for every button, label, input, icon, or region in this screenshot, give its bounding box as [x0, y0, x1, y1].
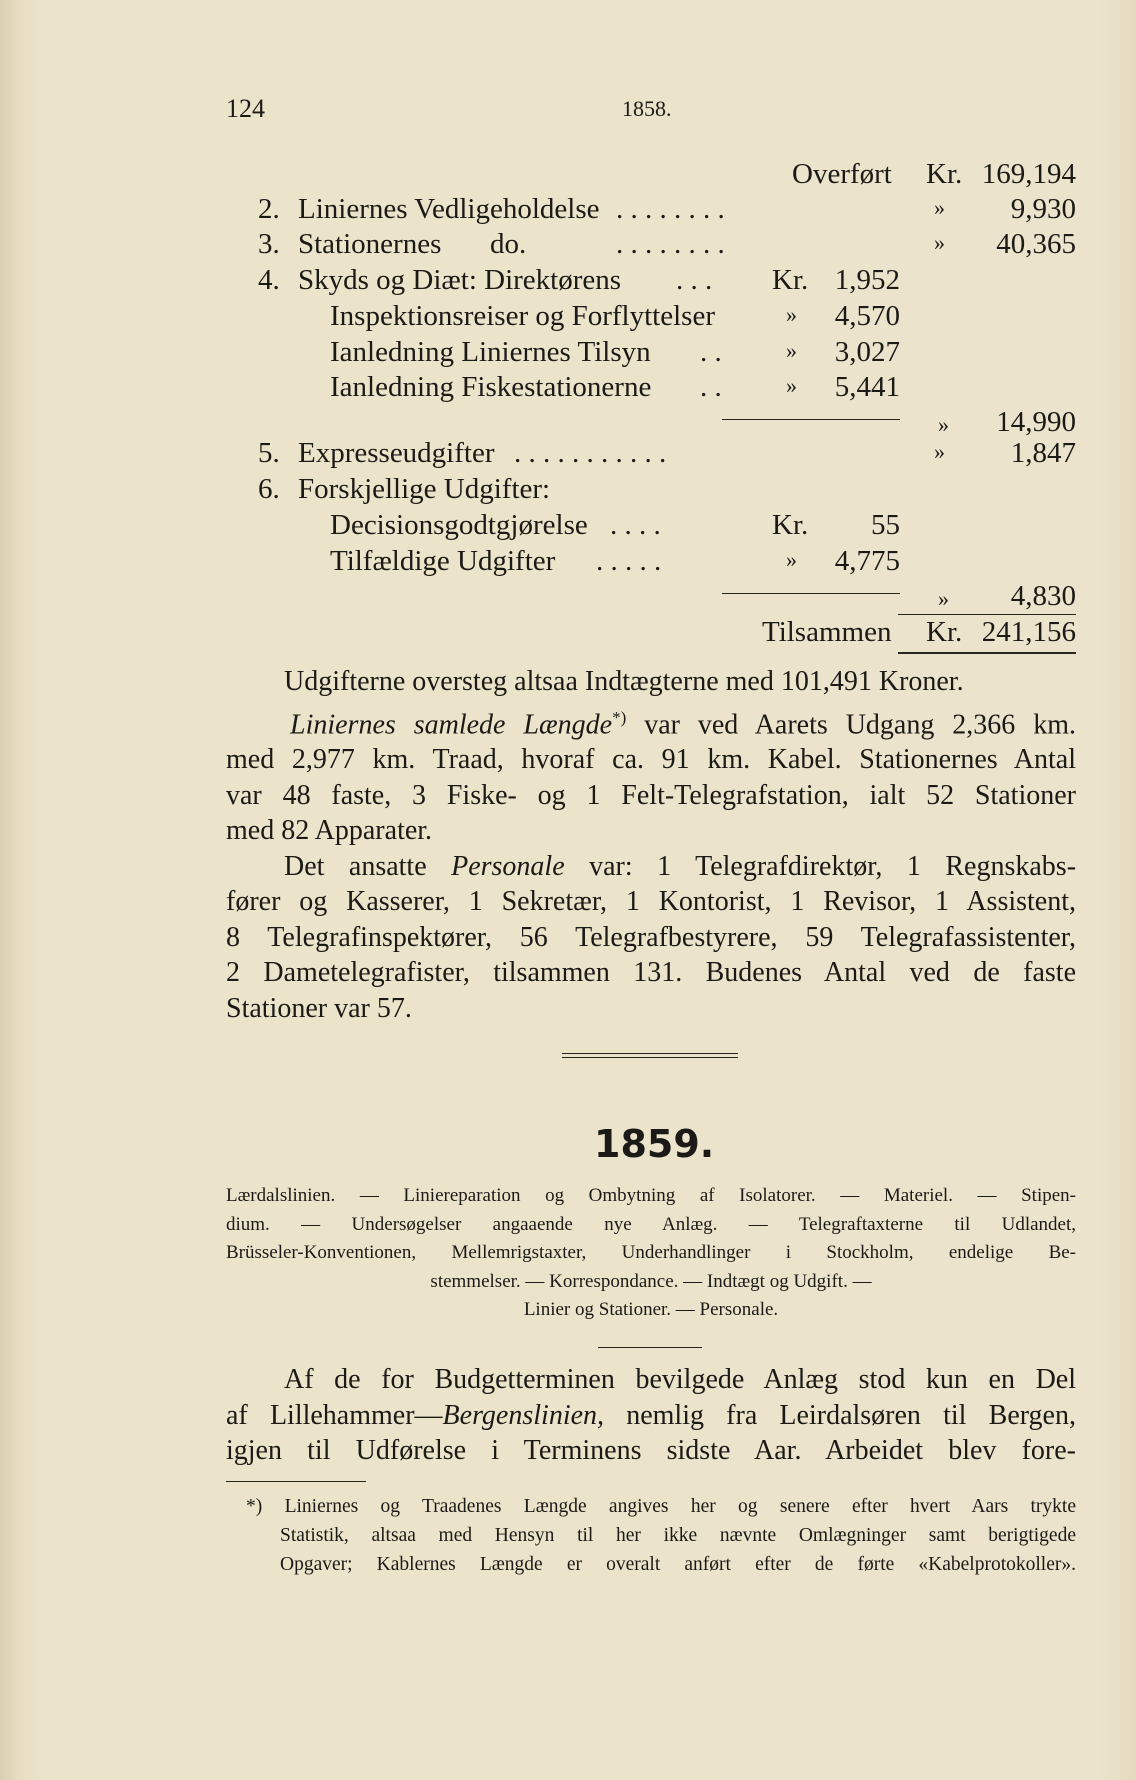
text-span: 8 Telegrafinspektører, 56 Telegrafbestyrere, 59 Telegrafassistenter,: [226, 921, 1076, 953]
item-label: Skyds og Diæt: Direktørens: [298, 264, 622, 296]
footnote-line: [246, 1550, 1076, 1579]
paragraph-line: [226, 813, 1076, 849]
paragraph-line: [226, 955, 1076, 991]
item-number: 3.: [258, 228, 280, 260]
italic-text: Liniernes samlede Længde: [290, 708, 613, 740]
footnote-line: [246, 1521, 1076, 1550]
section-divider-bottom: [562, 1057, 738, 1058]
paragraph-line: [226, 700, 1076, 743]
sub-currency: Kr.: [772, 264, 809, 296]
summary-line: Linier og Stationer. — Personale.: [523, 1299, 779, 1320]
running-year: 1858.: [622, 96, 672, 121]
text-span: 2 Dametelegrafister, tilsammen 131. Budenes Antal ved de faste: [226, 957, 1076, 989]
sub-amount: 5,441: [834, 371, 900, 403]
paragraph-line: [226, 1433, 1076, 1469]
leader-dots: . . . . . . . . . . .: [514, 437, 667, 469]
tilsammen-amount: 241,156: [981, 616, 1076, 648]
sub-amount: 55: [871, 509, 900, 541]
overfort-currency: Kr.: [926, 158, 963, 190]
text-span: Opgaver; Kablernes Længde er overalt anført efter de førte «Kabelprotokoller».: [280, 1554, 1076, 1575]
text-span: Statistik, altsaa med Hensyn til her ikke nævnte Omlægninger samt berigtigede: [280, 1525, 1076, 1546]
overfort-label: Overført: [792, 158, 892, 190]
summary-paragraphs: [226, 664, 1076, 1026]
text-span: med 82 Apparater.: [226, 815, 433, 847]
item-label: Forskjellige Udgifter:: [298, 473, 551, 505]
ditto-mark: »: [934, 439, 945, 464]
item-number: 5.: [258, 437, 280, 469]
subtotal-amount: 14,990: [996, 406, 1076, 438]
section-year-heading: 1859.: [594, 1122, 715, 1166]
text-span: var 48 faste, 3 Fiske- og 1 Felt-Telegrafstation, ialt 52 Stationer: [226, 779, 1076, 811]
sub-label: Ianledning Fiskestationerne: [330, 371, 652, 403]
total-rule-top: [898, 614, 1076, 615]
subtotal-rule: [722, 593, 900, 594]
leader-dots: . . .: [676, 264, 713, 296]
sub-label: Ianledning Liniernes Tilsyn: [330, 336, 651, 368]
text-span: Af de for Budgetterminen bevilgede Anlæg stod kun en Del: [284, 1364, 1076, 1395]
subtotal-rule: [722, 419, 900, 420]
text-span: af Lillehammer—: [226, 1399, 443, 1431]
sub-amount: 1,952: [834, 264, 900, 296]
ditto-mark: »: [786, 373, 797, 398]
paragraph-line: [226, 849, 1076, 885]
sub-currency: Kr.: [772, 509, 809, 541]
ditto-mark: »: [786, 338, 797, 363]
text-span: Liniernes og Traadenes Længde angives her og senere efter hvert Aars trykte: [284, 1496, 1076, 1517]
text-span: nemlig fra Leirdalsøren til Bergen,: [626, 1399, 1076, 1431]
item-amount: 40,365: [996, 228, 1076, 260]
footnote-line: [246, 1492, 1076, 1521]
section-summary: [226, 1182, 1076, 1325]
page-number: 124: [226, 94, 265, 123]
total-rule-bottom: [898, 652, 1076, 654]
ditto-mark: »: [786, 547, 797, 572]
paragraph-line: [226, 664, 1076, 700]
overfort-amount: 169,194: [981, 158, 1076, 190]
footnote: [246, 1492, 1076, 1579]
item-amount: 1,847: [1010, 437, 1076, 469]
italic-text: Bergenslinien,: [442, 1399, 605, 1431]
ditto-mark: »: [786, 302, 797, 327]
summary-line: Brüsseler-Konventionen, Mellemrigstaxter, Underhandlinger i Stockholm, endelige Be-: [226, 1242, 1076, 1263]
leader-dots: . . . . .: [596, 545, 662, 577]
tilsammen-currency: Kr.: [926, 616, 963, 648]
summary-line: stemmelser. — Korrespondance. — Indtægt og Udgift. —: [430, 1270, 872, 1292]
paragraph-line: [226, 991, 1076, 1027]
summary-line: dium. — Undersøgelser angaaende nye Anlæg. — Telegraftaxterne til Udlandet,: [226, 1213, 1076, 1235]
italic-text: Personale: [451, 850, 565, 882]
leader-dots: . . . . . . . .: [616, 228, 725, 260]
ditto-text: do.: [490, 228, 527, 260]
leader-dots: . . . .: [610, 509, 661, 541]
leader-dots: . .: [700, 371, 722, 403]
paragraph-line: [226, 1362, 1076, 1398]
sub-label: Decisionsgodtgjørelse: [330, 509, 588, 541]
item-label: Expresseudgifter: [298, 437, 495, 469]
paragraph-line: [226, 920, 1076, 956]
subtotal-amount: 4,830: [1010, 580, 1076, 612]
item-number: 6.: [258, 473, 280, 505]
text-span: Udgifterne oversteg altsaa Indtægterne med 101,491 Kroner.: [284, 666, 964, 697]
text-span: var: 1 Telegrafdirektør, 1 Regnskabs-: [589, 850, 1077, 882]
closing-paragraph: [226, 1362, 1076, 1469]
text-span: fører og Kasserer, 1 Sekretær, 1 Kontorist, 1 Revisor, 1 Assistent,: [226, 886, 1076, 918]
text-span: var ved Aarets Udgang 2,366 km.: [644, 708, 1076, 740]
sub-amount: 4,570: [834, 300, 900, 332]
summary-line: Lærdalslinien. — Liniereparation og Ombytning af Isolatorer. — Materiel. — Stipen-: [226, 1185, 1076, 1206]
paragraph-line: [226, 742, 1076, 778]
ditto-mark: »: [934, 195, 945, 220]
item-label: Liniernes Vedligeholdelse: [298, 193, 600, 225]
footnote-rule: [226, 1481, 366, 1482]
item-number: 2.: [258, 193, 280, 225]
ditto-mark: »: [938, 412, 949, 437]
text-span: Stationer var 57.: [226, 992, 412, 1024]
paragraph-line: [226, 1398, 1076, 1434]
item-amount: 9,930: [1010, 193, 1076, 225]
summary-divider: [598, 1347, 702, 1348]
text-span: med 2,977 km. Traad, hvoraf ca. 91 km. Kabel. Stationernes Antal: [226, 744, 1076, 776]
paragraph-line: [226, 884, 1076, 920]
ditto-mark: »: [934, 230, 945, 255]
sub-amount: 3,027: [834, 336, 900, 368]
leader-dots: . .: [700, 336, 722, 368]
section-divider-top: [562, 1053, 738, 1054]
text-span: igjen til Udførelse i Terminens sidste Aar. Arbeidet blev fore-: [226, 1435, 1076, 1466]
item-label: Stationernes: [298, 228, 442, 260]
sub-label: Inspektionsreiser og Forflyttelser: [330, 300, 715, 332]
leader-dots: . . . . . . . .: [616, 193, 725, 225]
text-span: Det ansatte: [284, 850, 427, 882]
paragraph-line: [226, 778, 1076, 814]
footnote-mark: *): [612, 707, 627, 727]
sub-amount: 4,775: [834, 545, 900, 577]
sub-label: Tilfældige Udgifter: [330, 545, 556, 577]
item-number: 4.: [258, 264, 280, 296]
tilsammen-label: Tilsammen: [762, 616, 892, 648]
footnote-mark: *): [246, 1496, 263, 1517]
ditto-mark: »: [938, 586, 949, 611]
